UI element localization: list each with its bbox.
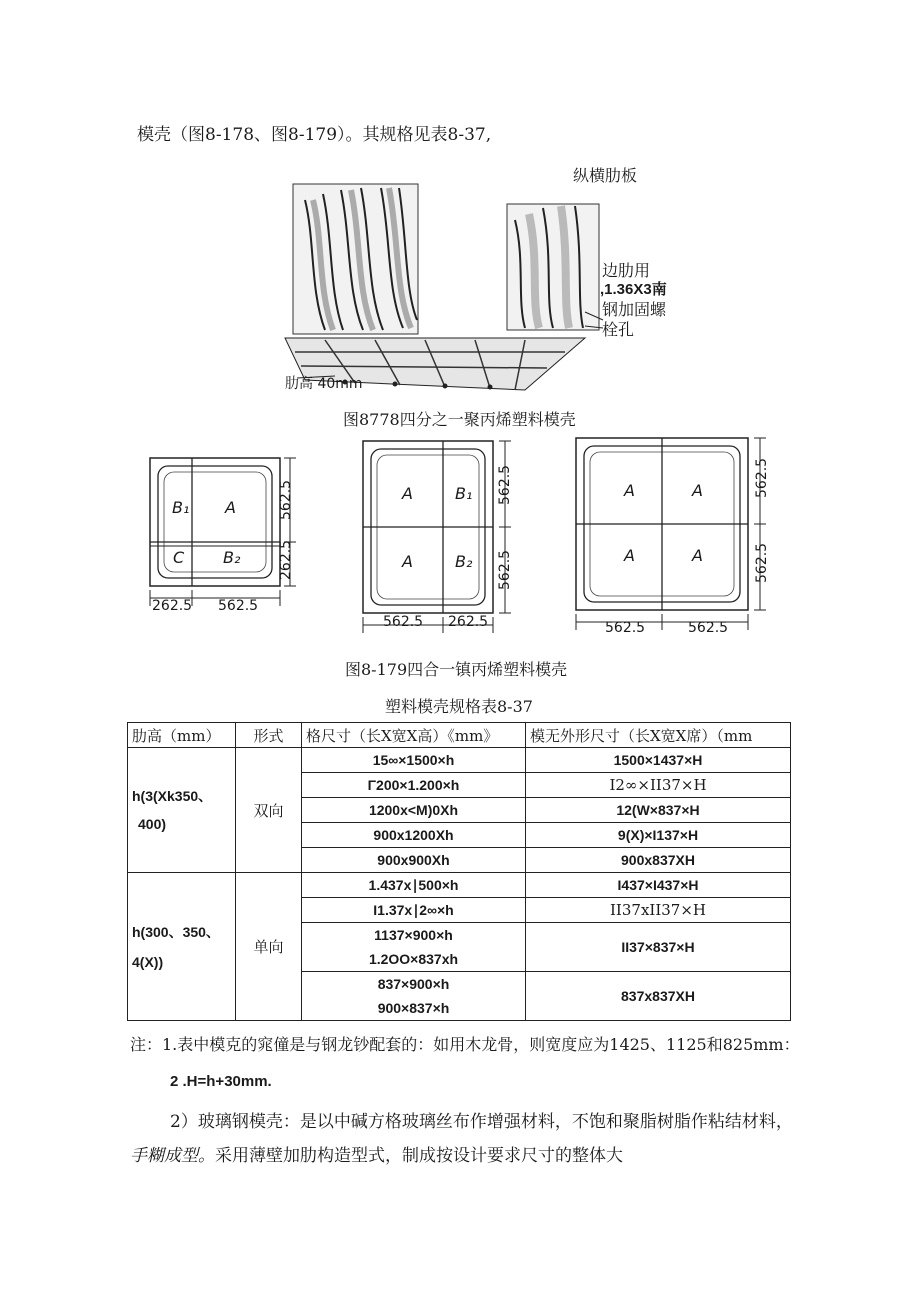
table-title: 塑料模壳规格表8-37 <box>385 697 533 716</box>
fig178-caption: 图8778四分之一聚丙烯塑料模壳 <box>343 410 576 429</box>
fig179-right-dim-v2: 562.5 <box>754 542 770 583</box>
table-cell: 837x837XH <box>526 972 791 1021</box>
fig179-right-a1: A <box>624 481 635 500</box>
fig179-left-dim-h2: 562.5 <box>218 598 259 614</box>
spec-table <box>127 722 791 1021</box>
rib-height-cell <box>128 748 236 873</box>
table-cell: I437×I437×H <box>526 873 791 898</box>
table-row <box>128 748 791 773</box>
table-cell: 900x900Xh <box>302 848 526 873</box>
form-cell: 双向 <box>236 748 302 873</box>
intro-line: 模壳（图8-178、图8-179）。其规格见表8-37, <box>137 125 492 145</box>
fig178-label-edge-3: 钢加固螺 <box>602 300 667 319</box>
note-1: 注：1.表中模克的窕僮是与钢龙钞配套的：如用木龙骨，则宽度应为1425、1125和825mm： <box>130 1035 800 1054</box>
table-cell: 9(X)×I137×H <box>526 823 791 848</box>
fig178-label-edge-2: ,1.36X3南 <box>600 281 667 298</box>
table-cell: 900x837XH <box>526 848 791 873</box>
fig179-left-dim-h1: 262.5 <box>152 598 193 614</box>
fig178-right-block <box>507 204 599 330</box>
table-cell: 15∞×1500×h <box>302 748 526 773</box>
table-cell: 12(W×837×H <box>526 798 791 823</box>
fig179-mid-dim-h2: 262.5 <box>448 614 489 630</box>
table-cell: II37xII37×H <box>526 898 791 923</box>
table-cell: 1.437x∣500×h <box>302 873 526 898</box>
cell-line: 900×837×h <box>377 1000 450 1016</box>
fig179-right <box>570 430 785 640</box>
rib-height-cell <box>128 873 236 1021</box>
paragraph-rest: 采用薄壁加肋构造型式，制成按设计要求尺寸的整体大 <box>215 1146 623 1166</box>
form-cell: 单向 <box>236 873 302 1021</box>
table-cell: II37×837×H <box>526 923 791 972</box>
table-cell <box>302 972 526 1021</box>
fig179-left-b1: B₁ <box>172 498 190 517</box>
fig179-right-dim-v1: 562.5 <box>754 457 770 498</box>
fig179-left-dim-v2: 262.5 <box>278 539 294 580</box>
fig179-right-dim-h2: 562.5 <box>688 620 729 636</box>
fig179-mid-dim-h1: 562.5 <box>383 614 424 630</box>
table-cell: I1.37x∣2∞×h <box>302 898 526 923</box>
table-cell <box>302 923 526 972</box>
fig179-left-dim-v1: 562.5 <box>278 479 294 520</box>
rib-height-line: h(3(Xk350、 <box>132 788 213 804</box>
fig178-left-block <box>293 184 418 334</box>
cell-line: 1.2OO×837xh <box>368 951 459 967</box>
table-cell: 1500×1437×H <box>526 748 791 773</box>
fig179-right-a4: A <box>692 546 703 565</box>
fig178-label-edge-1: 边肋用 <box>602 261 651 280</box>
fig178-label-edge-4: 栓孔 <box>602 320 635 339</box>
table-cell: Γ200×1.200×h <box>302 773 526 798</box>
table-header: 模无外形尺寸（长X宽X席）（mm <box>526 723 791 748</box>
table-cell: 900x1200Xh <box>302 823 526 848</box>
note-2: 2 .H=h+30mm. <box>170 1073 272 1090</box>
fig178-label-ribs: 纵横肋板 <box>573 166 638 185</box>
table-header: 形式 <box>236 723 302 748</box>
table-row <box>128 873 791 898</box>
fig179-mid-dim-v1: 562.5 <box>497 464 513 505</box>
fig179-caption: 图8-179四合一镇丙烯塑料模壳 <box>345 660 568 679</box>
cell-line: 837×900×h <box>377 976 450 992</box>
rib-height-line: h(300、350、 <box>132 923 220 940</box>
fig179-mid-a2: A <box>402 552 413 571</box>
table-header-row <box>128 723 791 748</box>
fig178-illustration <box>285 180 605 400</box>
fig179-mid-b1: B₁ <box>455 484 473 503</box>
table-cell: 1200x<M)0Xh <box>302 798 526 823</box>
fig178-label-height: 肋高 40mm <box>285 376 363 392</box>
rib-height-line: 400) <box>138 816 167 832</box>
fig179-mid-dim-v2: 562.5 <box>497 549 513 590</box>
table-header: 肋高（mm） <box>128 723 236 748</box>
fig179-right-a3: A <box>624 546 635 565</box>
paragraph-line-2 <box>130 1141 623 1166</box>
fig179-left-b2: B₂ <box>223 548 241 567</box>
fig179-mid-b2: B₂ <box>455 552 473 571</box>
rib-height-line: 4(X)) <box>132 953 164 970</box>
fig179-mid-a1: A <box>402 484 413 503</box>
cell-line: 1137×900×h <box>374 927 453 943</box>
paragraph-italic: 手糊成型。 <box>130 1146 215 1166</box>
fig179-right-dim-h1: 562.5 <box>605 620 646 636</box>
fig179-left-c: C <box>173 548 185 567</box>
table-cell: I2∞×II37×H <box>526 773 791 798</box>
fig179-right-a2: A <box>692 481 703 500</box>
table-header: 格尺寸（长X宽X高）《mm》 <box>302 723 526 748</box>
paragraph-line-1: 2）玻璃钢模壳：是以中碱方格玻璃丝布作增强材料，不饱和聚脂树脂作粘结材料， <box>170 1112 793 1132</box>
fig179-left-a: A <box>225 498 236 517</box>
